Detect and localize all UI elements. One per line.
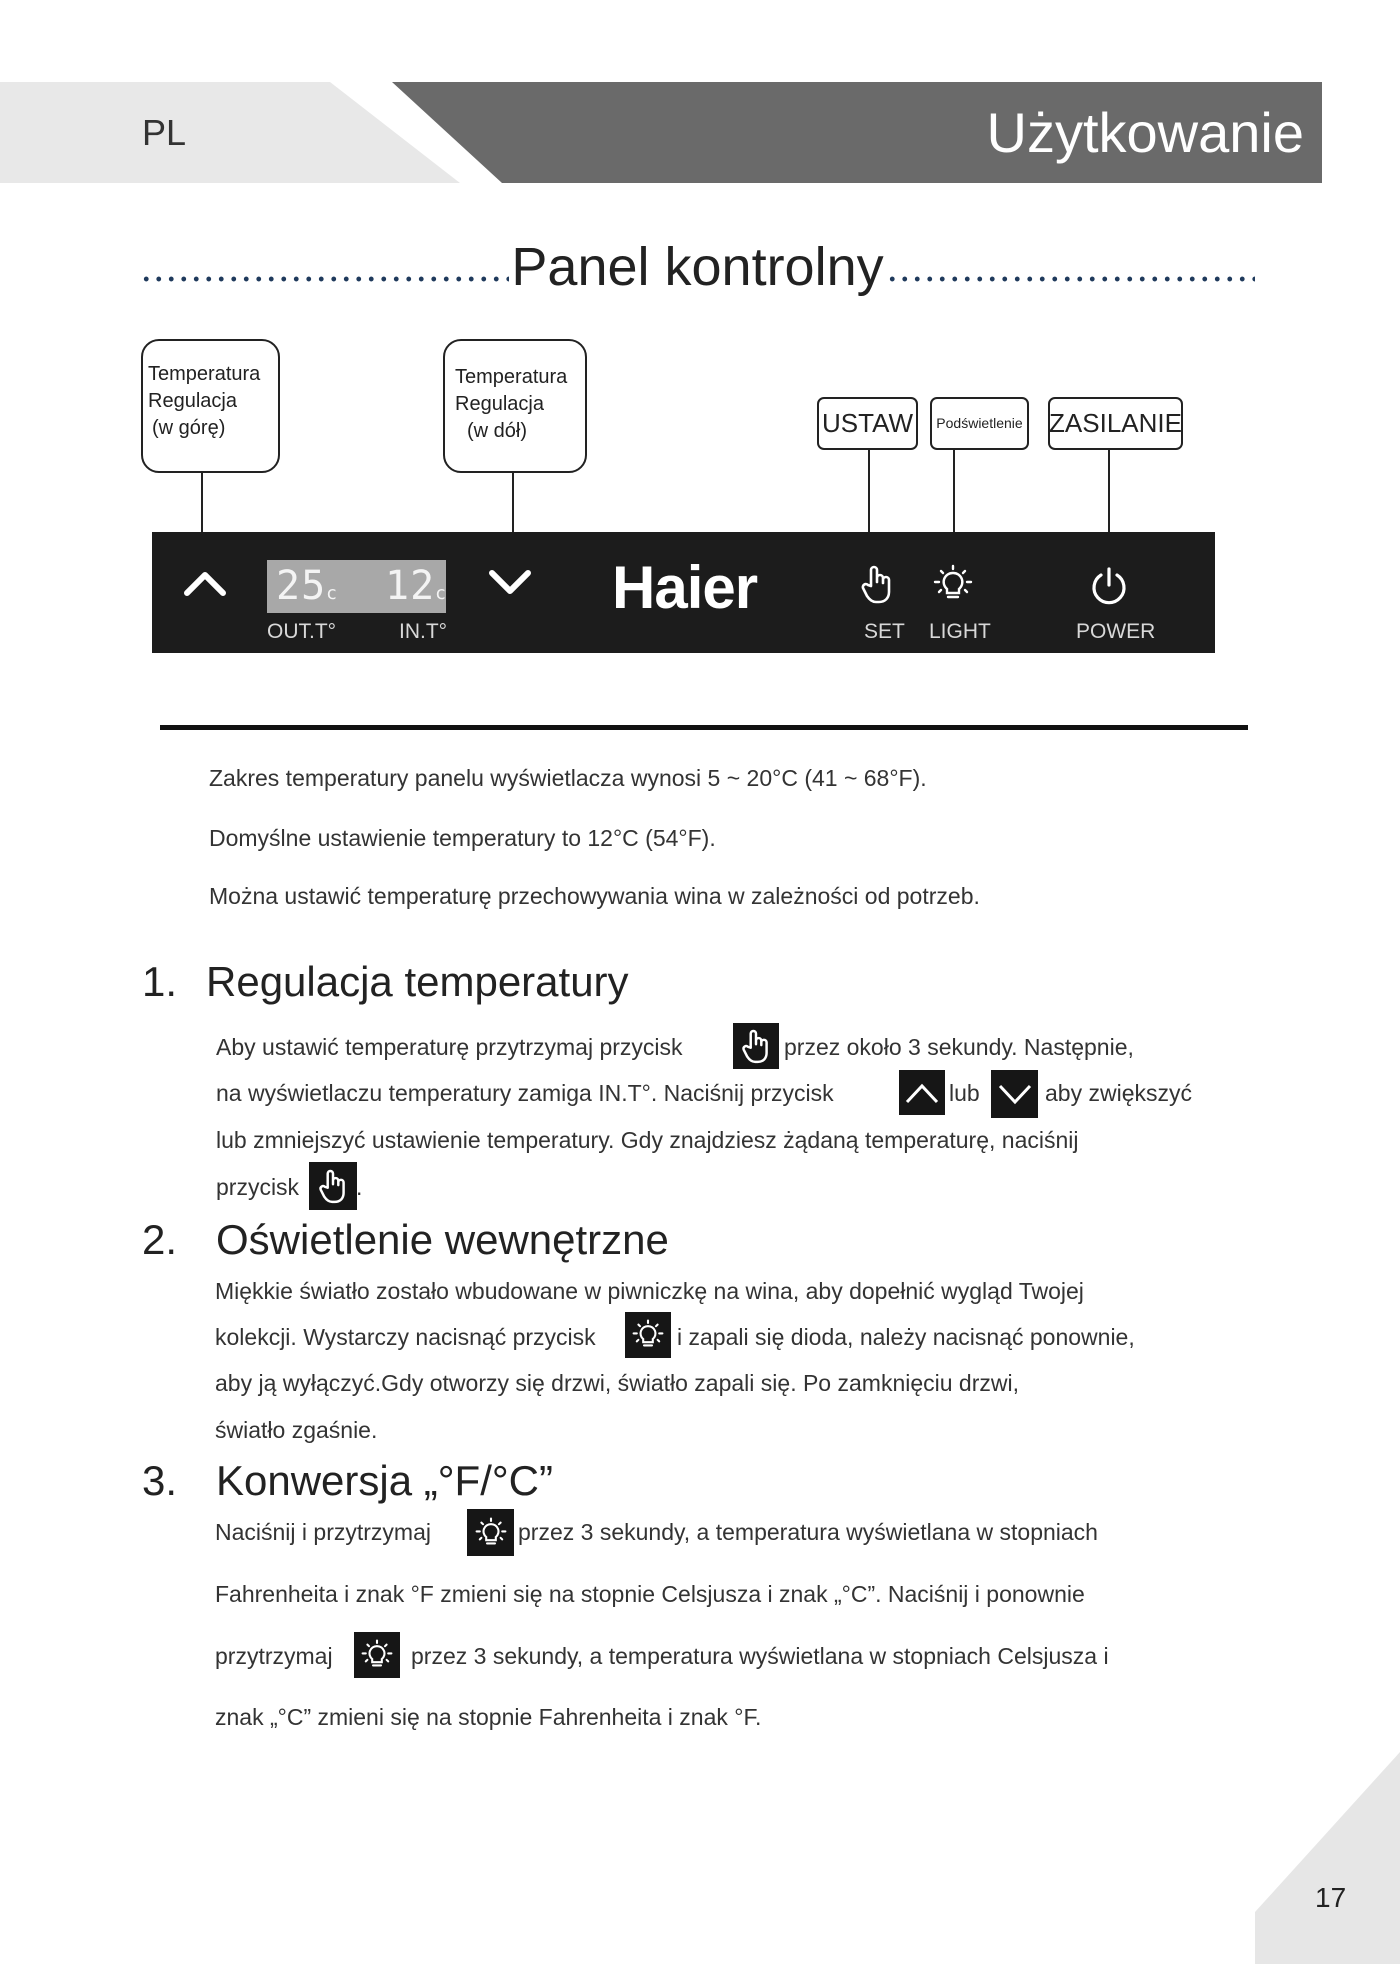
section-number: 2. — [142, 1216, 178, 1263]
body-text: i zapali się dioda, należy nacisnąć ponownie, — [677, 1324, 1135, 1350]
body-text: . — [356, 1174, 363, 1200]
callout-connector — [1108, 450, 1110, 532]
section-heading: Konwersja „°F/°C” — [216, 1457, 553, 1504]
power-icon[interactable] — [1089, 566, 1129, 606]
section-heading: Regulacja temperatury — [206, 958, 629, 1005]
touch-hand-icon — [733, 1023, 779, 1069]
brand-logo: Haier — [612, 554, 758, 621]
language-code: PL — [142, 112, 187, 153]
section-heading: Oświetlenie wewnętrzne — [216, 1216, 669, 1263]
chevron-up-icon[interactable] — [183, 567, 227, 599]
touch-hand-icon[interactable] — [860, 564, 894, 604]
body-text: przez około 3 sekundy. Następnie, — [784, 1034, 1134, 1060]
callout-connector — [512, 473, 514, 532]
body-text: Fahrenheita i znak °F zmieni się na stopnie Celsjusza i znak „°C”. Naciśnij i ponownie — [215, 1581, 1085, 1607]
body-text: przytrzymaj — [215, 1643, 333, 1669]
in-temp-label: IN.T° — [399, 620, 448, 643]
chevron-down-icon[interactable] — [488, 567, 532, 599]
callout-light: Podświetlenie — [930, 397, 1029, 450]
body-text: Aby ustawić temperaturę przytrzymaj przycisk — [216, 1034, 683, 1060]
callout-power: ZASILANIE — [1048, 397, 1183, 450]
body-text: Miękkie światło zostało wbudowane w piwniczkę na wina, aby dopełnić wygląd Twojej — [215, 1278, 1084, 1304]
page-number: 17 — [1315, 1882, 1347, 1913]
body-text: lub zmniejszyć ustawienie temperatury. Gdy znajdziesz żądaną temperaturę, naciśnij — [216, 1127, 1079, 1153]
out-temp-label: OUT.T° — [267, 620, 337, 643]
body-text: kolekcji. Wystarczy nacisnąć przycisk — [215, 1324, 596, 1350]
unit-symbol: c — [435, 583, 448, 604]
chevron-up-icon — [899, 1070, 945, 1115]
body-text: przez 3 sekundy, a temperatura wyświetlana w stopniach — [518, 1519, 1098, 1545]
touch-hand-icon — [309, 1162, 357, 1210]
body-text: przycisk — [216, 1174, 300, 1200]
callout-line: Temperatura — [455, 366, 568, 388]
in-temp-value: 12c — [385, 563, 448, 609]
callout-line: Temperatura — [148, 363, 261, 385]
page-corner-decoration — [1255, 1752, 1400, 1964]
dotted-leader-left — [140, 274, 509, 284]
intro-line: Zakres temperatury panelu wyświetlacza wynosi 5 ~ 20°C (41 ~ 68°F). — [209, 765, 927, 791]
callout-temp-down — [443, 339, 587, 473]
section-title-row — [140, 237, 1255, 297]
body-text: światło zgaśnie. — [215, 1417, 378, 1443]
light-bulb-icon[interactable] — [932, 564, 974, 604]
light-bulb-icon — [354, 1632, 400, 1678]
dotted-leader-right — [886, 274, 1255, 284]
section-title: Panel kontrolny — [511, 237, 884, 297]
out-temp-value: 25c — [276, 563, 339, 609]
callout-connector — [953, 450, 955, 532]
chapter-title: Użytkowanie — [986, 101, 1304, 164]
body-text: znak „°C” zmieni się na stopnie Fahrenheita i znak °F. — [215, 1704, 762, 1730]
body-text: aby zwiększyć — [1045, 1080, 1192, 1106]
intro-line: Można ustawić temperaturę przechowywania wina w zależności od potrzeb. — [209, 883, 980, 909]
body-text: na wyświetlaczu temperatury zamiga IN.T°. Naciśnij przycisk — [216, 1080, 834, 1106]
section-number: 1. — [142, 958, 178, 1005]
body-text: aby ją wyłączyć.Gdy otworzy się drzwi, światło zapali się. Po zamknięciu drzwi, — [215, 1370, 1019, 1396]
divider-rule — [160, 725, 1248, 730]
callout-line: (w dół) — [467, 420, 528, 442]
callout-set: USTAW — [817, 397, 918, 450]
callout-connector — [868, 450, 870, 532]
section-number: 3. — [142, 1457, 178, 1504]
body-text: Naciśnij i przytrzymaj — [215, 1519, 431, 1545]
light-label: LIGHT — [929, 620, 991, 643]
chevron-down-icon — [991, 1070, 1038, 1118]
body-text: przez 3 sekundy, a temperatura wyświetlana w stopniach Celsjusza i — [411, 1643, 1109, 1669]
callout-line: Regulacja — [455, 393, 544, 415]
unit-symbol: c — [326, 583, 339, 604]
callout-line: Regulacja — [148, 390, 237, 412]
callout-temp-up — [141, 339, 280, 473]
callout-line: (w górę) — [152, 417, 226, 439]
body-text: lub — [949, 1080, 980, 1106]
light-bulb-icon — [625, 1312, 671, 1358]
power-label: POWER — [1076, 620, 1156, 643]
set-label: SET — [864, 620, 905, 643]
callout-connector — [201, 473, 203, 532]
intro-line: Domyślne ustawienie temperatury to 12°C (54°F). — [209, 825, 716, 851]
header-left-tab — [0, 82, 460, 183]
light-bulb-icon — [467, 1509, 514, 1556]
